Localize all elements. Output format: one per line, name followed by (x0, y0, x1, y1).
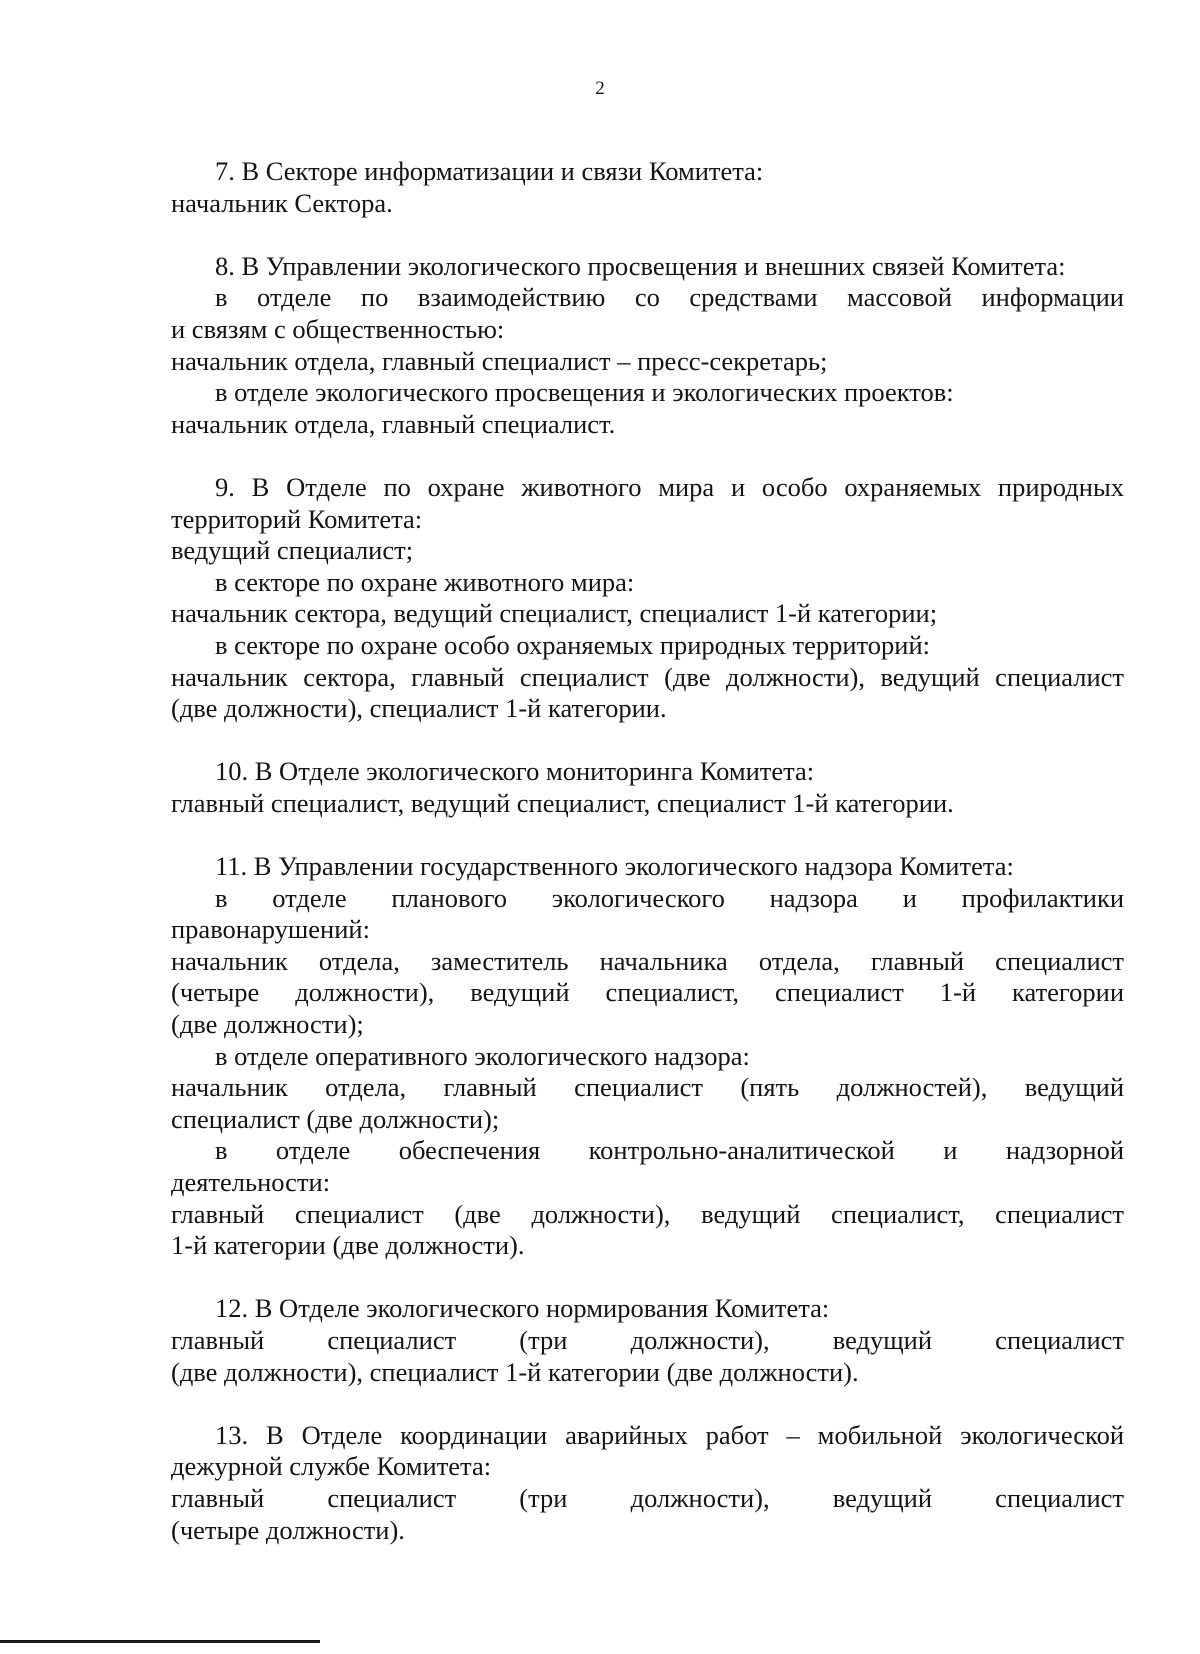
paragraph-line: в отделе обеспечения контрольно-аналитической и надзорной (215, 1135, 1124, 1166)
paragraph-line: начальник отдела, главный специалист – пресс-секретарь; (171, 345, 828, 376)
paragraph-line: (две должности); (171, 1009, 364, 1040)
list-item-section (171, 1293, 1124, 1388)
paragraph-line: 13. В Отделе координации аварийных работ – мобильной экологической (215, 1419, 1124, 1450)
paragraph-line: 8. В Управлении экологического просвещения и внешних связей Комитета: (215, 250, 1066, 281)
paragraph-line: начальник сектора, главный специалист (две должности), ведущий специалист (171, 661, 1124, 692)
paragraph-line: в отделе планового экологического надзора и профилактики (215, 882, 1124, 913)
list-item-section (171, 472, 1124, 725)
paragraph-line: территорий Комитета: (171, 503, 423, 534)
paragraph-line: 12. В Отделе экологического нормирования Комитета: (215, 1293, 830, 1324)
paragraph-line: начальник отдела, главный специалист. (171, 408, 616, 439)
paragraph-line: специалист (две должности); (171, 1103, 500, 1134)
paragraph-line: главный специалист (три должности), ведущий специалист (171, 1482, 1124, 1513)
paragraph-line: и связям с общественностью: (171, 313, 505, 344)
paragraph-line: (четыре должности). (171, 1514, 405, 1545)
paragraph-line: главный специалист (две должности), ведущий специалист, специалист (171, 1198, 1124, 1229)
paragraph-line: 1-й категории (две должности). (171, 1230, 525, 1261)
paragraph-line: (две должности), специалист 1-й категории. (171, 693, 667, 724)
paragraph-line: правонарушений: (171, 914, 370, 945)
list-item-section (171, 156, 1124, 219)
paragraph-line: в отделе по взаимодействию со средствами массовой информации (215, 282, 1124, 313)
list-item-section (171, 756, 1124, 819)
paragraph-line: 11. В Управлении государственного экологического надзора Комитета: (215, 851, 1014, 882)
paragraph-line: (четыре должности), ведущий специалист, специалист 1-й категории (171, 977, 1124, 1008)
paragraph-line: 9. В Отделе по охране животного мира и особо охраняемых природных (215, 471, 1124, 502)
paragraph-line: главный специалист (три должности), ведущий специалист (171, 1324, 1124, 1355)
paragraph-line: начальник сектора, ведущий специалист, специалист 1-й категории; (171, 598, 938, 629)
bottom-divider-line (0, 1640, 320, 1643)
paragraph-line: в отделе экологического просвещения и экологических проектов: (215, 377, 954, 408)
paragraph-line: в секторе по охране животного мира: (215, 566, 635, 597)
paragraph-line: начальник Сектора. (171, 187, 393, 218)
paragraph-line: 7. В Секторе информатизации и связи Комитета: (215, 156, 764, 186)
paragraph-line: ведущий специалист; (171, 535, 414, 566)
paragraph-line: (две должности), специалист 1-й категории (две должности). (171, 1356, 859, 1387)
page-number: 2 (595, 78, 605, 99)
paragraph-line: начальник отдела, заместитель начальника отдела, главный специалист (171, 945, 1124, 976)
paragraph-line: деятельности: (171, 1167, 331, 1197)
list-item-section (171, 1420, 1124, 1546)
paragraph-line: в отделе оперативного экологического надзора: (215, 1040, 750, 1071)
list-item-section (171, 251, 1124, 441)
paragraph-line: в секторе по охране особо охраняемых природных территорий: (215, 629, 930, 660)
paragraph-line: начальник отдела, главный специалист (пять должностей), ведущий (171, 1072, 1124, 1103)
list-item-section (171, 851, 1124, 1262)
document-body (171, 156, 1124, 1546)
paragraph-line: 10. В Отделе экологического мониторинга Комитета: (215, 756, 815, 787)
paragraph-line: главный специалист, ведущий специалист, специалист 1-й категории. (171, 787, 954, 818)
paragraph-line: дежурной службе Комитета: (171, 1451, 492, 1482)
